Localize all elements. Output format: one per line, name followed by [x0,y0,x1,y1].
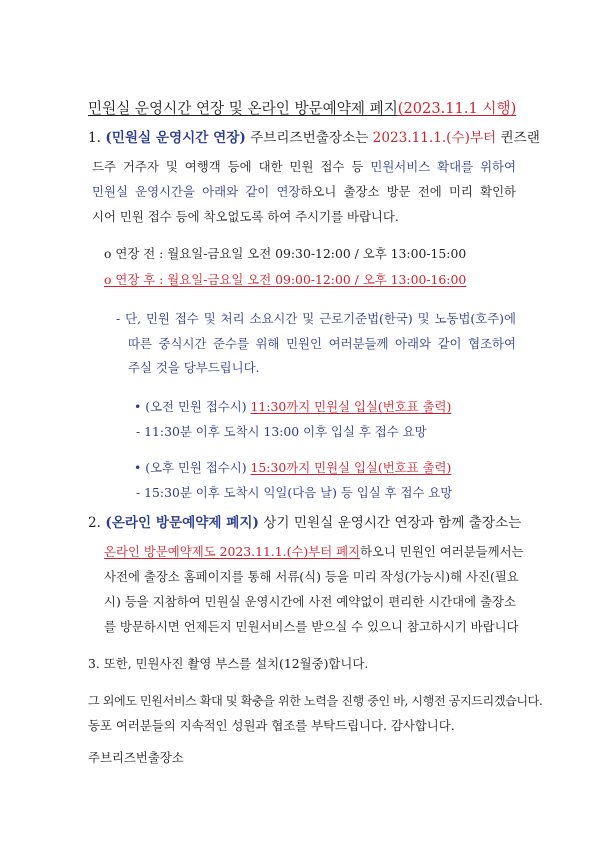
section1-line3-text: 하오니 출장소 방문 전에 미리 확인하 [300,184,517,199]
section1-line4: 시어 민원 접수 등에 착오없도록 하여 주시기를 바랍니다. [92,209,399,224]
section2-line4: 시) 등을 지참하여 민원실 운영시간에 사전 예약없이 편리한 시간대에 출장소 [104,594,516,609]
document-title [88,100,516,118]
section1-line2 [92,160,516,175]
section2-line2 [104,544,524,560]
section1-start-date: 2023.11.1.(수)부터 [372,130,497,146]
section2-text: 상기 민원실 운영시간 연장과 함께 출장소는 [263,515,522,531]
closing-line1: 그 외에도 민원서비스 확대 및 확충을 위한 노력을 진행 중인 바, 시행전 공지드리겠습니다. [88,694,543,708]
section1-line1 [88,130,540,146]
pm-bullet [134,461,451,476]
section1-number: 1. [88,130,101,146]
section2-line3: 사전에 출장소 홈페이지를 통해 서류(식) 등을 미리 작성(가능시)해 사진(필요 [104,569,519,584]
section2-heading: (온라인 방문예약제 폐지) [105,515,259,531]
am-deadline: 11:30까지 민원실 입실(번호표 출력) [250,399,452,414]
hours-after: o 연장 후 : 월요일-금요일 오전 09:00-12:00 / 오후 13:00-16:00 [104,272,467,287]
signature-office: 주브리즈번출장소 [88,750,184,765]
pm-sub-note: - 15:30분 이후 도착시 익일(다음 날) 등 입실 후 접수 요망 [136,485,453,500]
note-line2: 따른 중식시간 준수를 위해 민원인 여러분들께 아래와 같이 협조하여 [128,336,516,351]
section1-extension-notice: 민원실 운영시간을 아래와 같이 연장 [92,184,301,199]
section1-heading: (민원실 운영시간 연장) [105,130,246,146]
section3: 3. 또한, 민원사진 촬영 부스를 설치(12월중)합니다. [88,656,369,671]
pm-deadline: 15:30까지 민원실 입실(번호표 출력) [250,460,452,475]
section2-abolition-notice: 온라인 방문예약제도 2023.11.1.(수)부터 폐지 [104,544,361,559]
section2-number: 2. [88,515,101,531]
am-label: • (오전 민원 접수시) [134,399,247,414]
hours-before: o 연장 전 : 월요일-금요일 오전 09:30-12:00 / 오후 13:00-15:00 [104,246,467,261]
section1-service-expansion: 민원서비스 확대를 위하여 [370,159,516,174]
title-main: 민원실 운영시간 연장 및 온라인 방문예약제 폐지 [88,100,398,117]
am-sub-note: - 11:30분 이후 도착시 13:00 이후 입실 후 접수 요망 [136,424,427,439]
section1-text-end: 퀸즈랜 [500,130,540,146]
note-line1: - 단, 민원 접수 및 처리 소요시간 및 근로기준법(한국) 및 노동법(호주)에 [116,311,516,326]
title-effective-date: (2023.11.1 시행) [397,100,517,117]
section1-line2-text: 드주 거주자 및 여행객 등에 대한 민원 접수 등 [92,159,364,174]
section2-line2-text: 하오니 민원인 여러분들께서는 [360,544,524,559]
note-line3: 주실 것을 당부드립니다. [128,360,260,375]
pm-label: • (오후 민원 접수시) [134,460,247,475]
closing-line2: 동포 여러분들의 지속적인 성원과 협조를 부탁드립니다. 감사합니다. [88,718,455,733]
am-bullet [134,400,451,415]
section1-line3 [92,185,516,200]
section1-text: 주브리즈번출장소는 [250,130,369,146]
section2-line5: 를 방문하시면 언제든지 민원서비스를 받으실 수 있으니 참고하시기 바랍니다 [104,619,519,634]
section2-line1 [88,515,522,531]
